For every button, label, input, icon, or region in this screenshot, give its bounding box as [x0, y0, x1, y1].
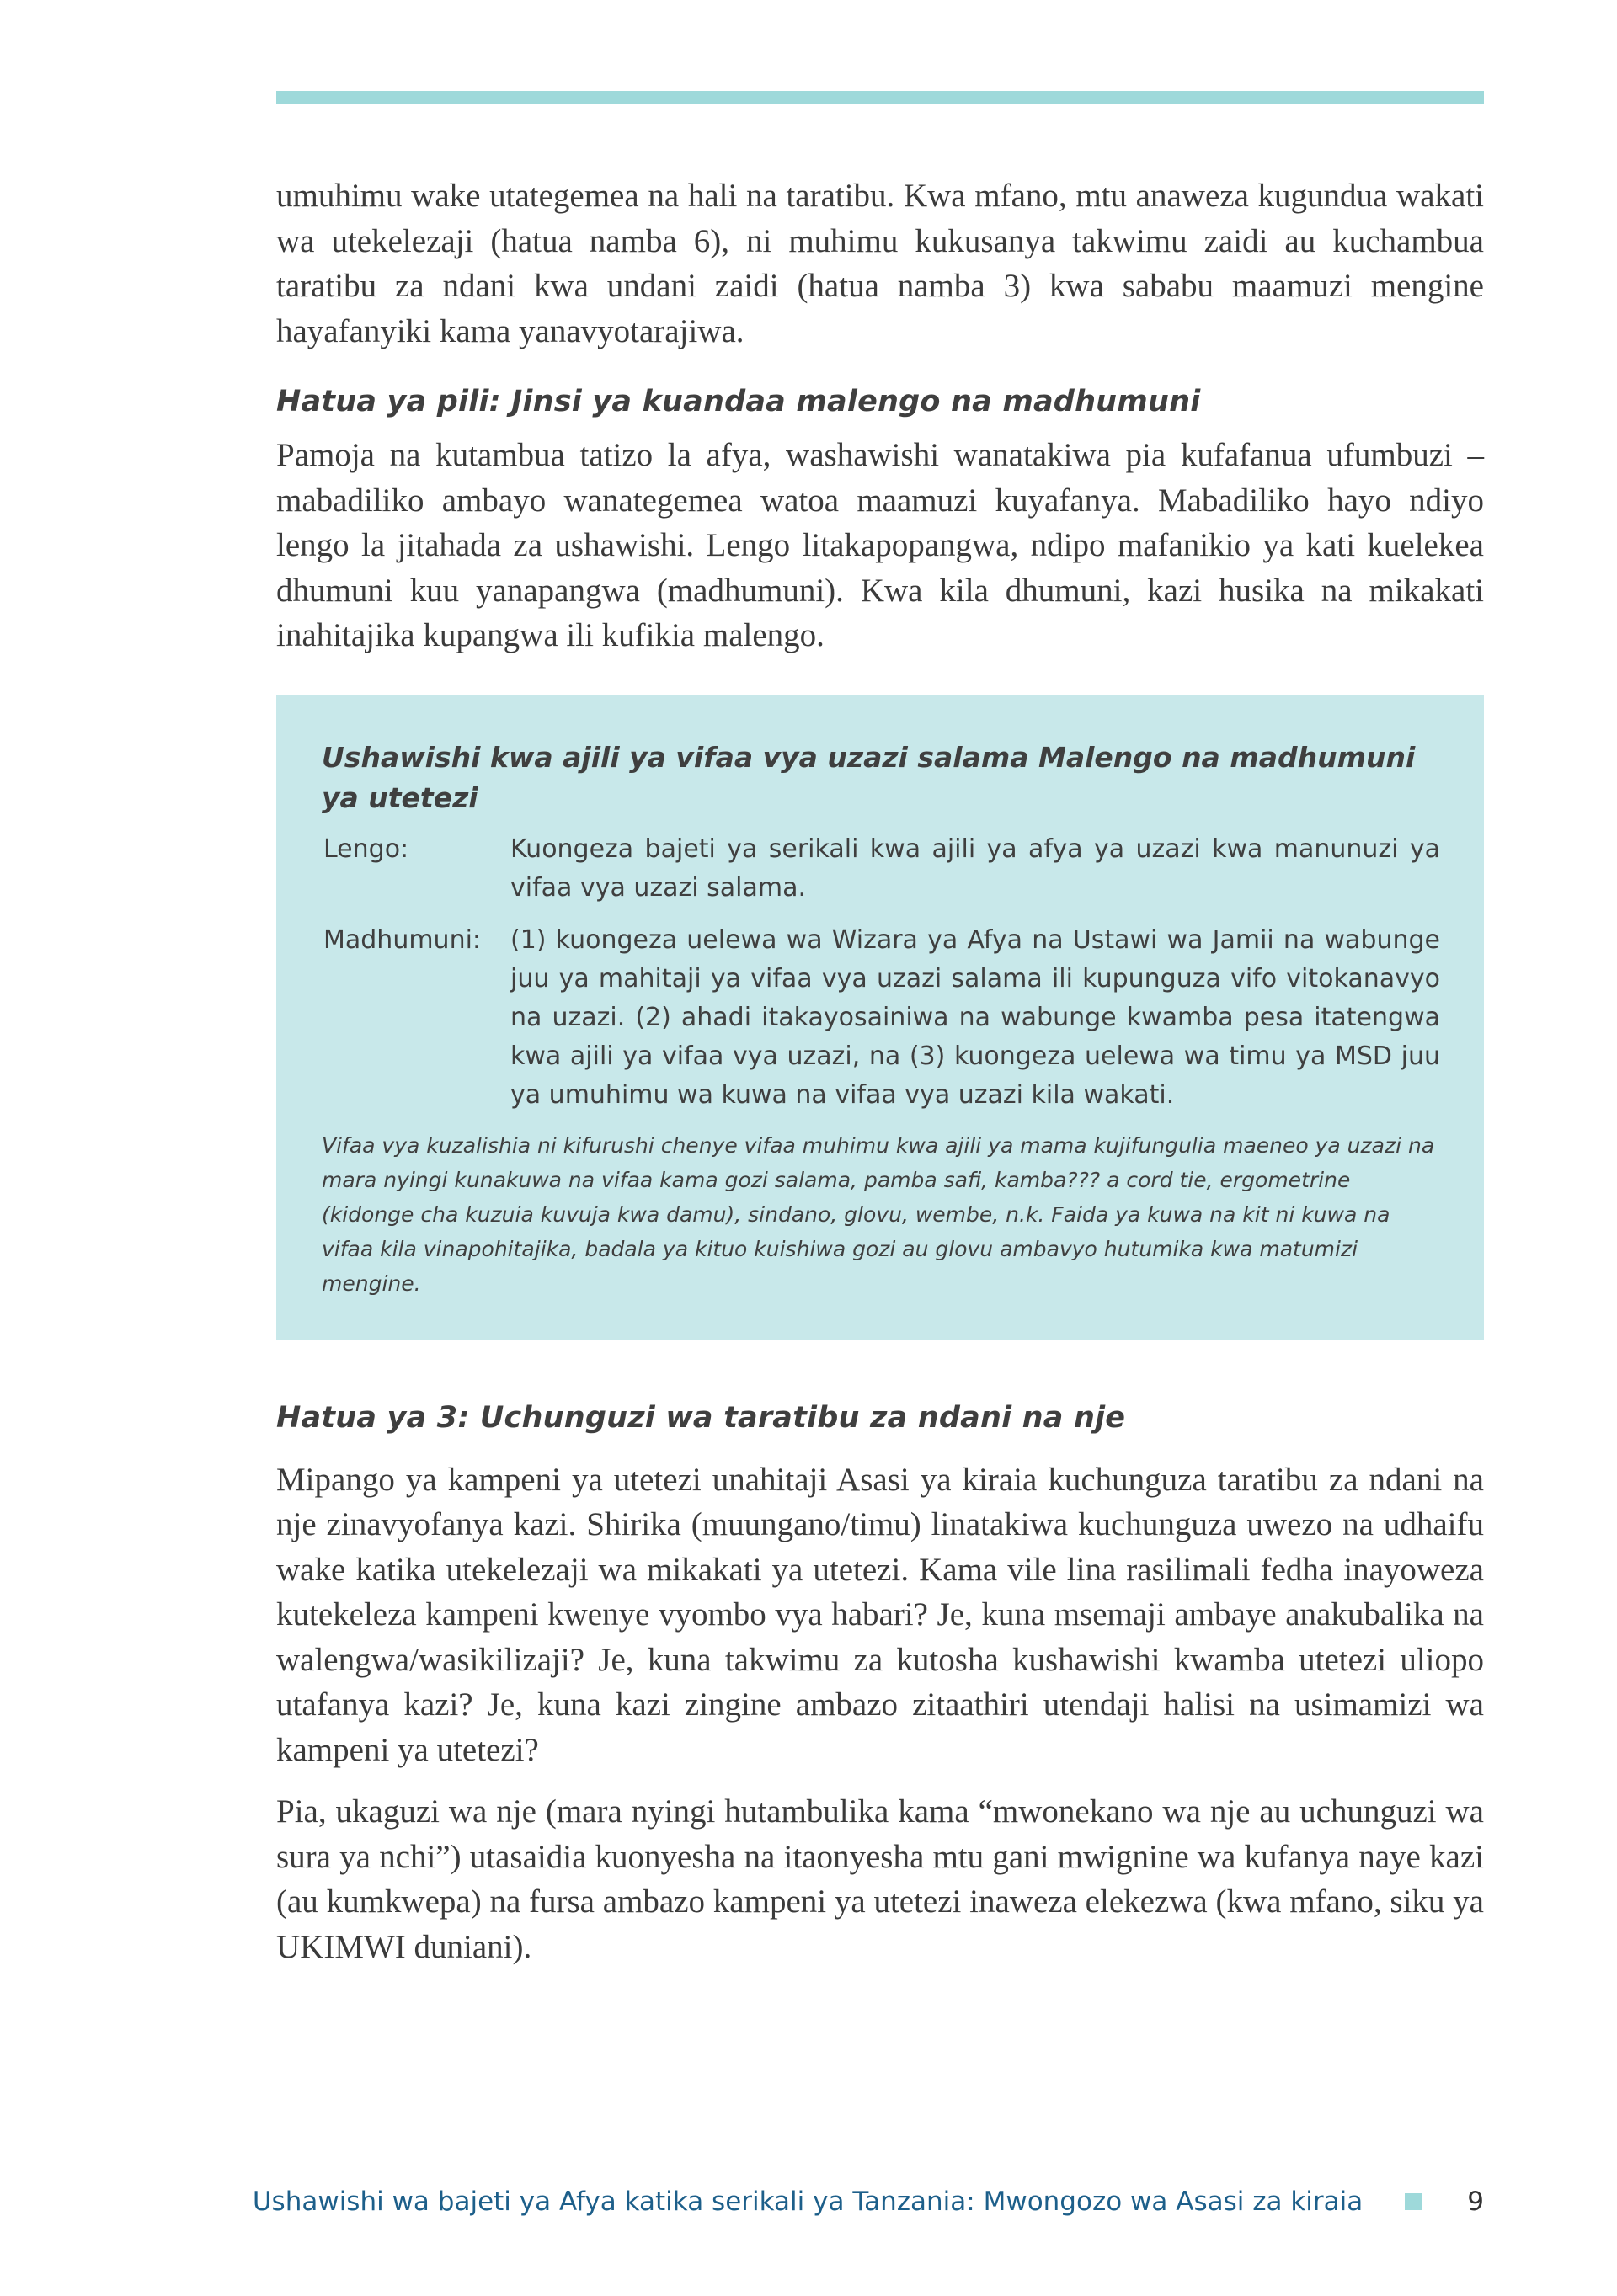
goal-row: [322, 830, 1440, 908]
page-number: 9: [1467, 2187, 1484, 2217]
footer-square-marker: [1405, 2193, 1422, 2210]
objectives-text: (1) kuongeza uelewa wa Wizara ya Afya na Ustawi wa Jamii na wabunge juu ya mahitaji ya vifaa vya uzazi salama ili kupunguza vifo vitokanavyo na uzazi. (2) ahadi itakayosainiwa na wabunge kwamba pesa itatengwa kwa ajili ya vifaa vya uzazi, na (3) kuongeza uelewa wa timu ya MSD juu ya umuhimu wa kuwa na vifaa vya uzazi kila wakati.: [510, 924, 1440, 1110]
callout-note: Vifaa vya kuzalishia ni kifurushi chenye vifaa muhimu kwa ajili ya mama kujifungulia maeneo ya uzazi na mara nyingi kunakuwa na vifaa kama gozi salama, pamba safi, kamba??? a cord tie, ergometrine (kidonge cha kuzuia kuvuja kwa damu), sindano, glovu, wembe, n.k. Faida ya kuwa na kit ni kuwa na vifaa kila vinapohitajika, badala ya kituo kuishiwa gozi au glovu ambavyo hutumika kwa matumizi mengine.: [322, 1132, 1435, 1296]
goal-label: Lengo:: [323, 834, 409, 864]
callout-box: [276, 695, 1484, 1340]
step3-paragraph-1: Mipango ya kampeni ya utetezi unahitaji Asasi ya kiraia kuchunguza taratibu za ndani na nje zinavyofanya kazi. Shirika (muungano/timu) linatakiwa kuchunguza uwezo na udhaifu wake katika utekelezaji wa mikakati ya utetezi. Kama vile lina rasilimali fedha inayoweza kutekeleza kampeni kwenye vyombo vya habari? Je, kuna msemaji ambaye anakubalika na walengwa/wasikilizaji? Je, kuna takwimu za kutosha kushawishi kwamba utetezi uliopo utafanya kazi? Je, kuna kazi zingine ambazo zitaathiri utendaji halisi na usimamizi wa kampeni ya utetezi?: [276, 1461, 1484, 1768]
step2-heading: Hatua ya pili: Jinsi ya kuandaa malengo na madhumuni: [276, 385, 1201, 418]
step3-heading: Hatua ya 3: Uchunguzi wa taratibu za ndani na nje: [276, 1400, 1126, 1435]
step3-paragraph-2: Pia, ukaguzi wa nje (mara nyingi hutambulika kama “mwonekano wa nje au uchunguzi wa sura ya nchi”) utasaidia kuonyesha na itaonyesha mtu gani mwignine wa kufanya naye kazi (au kumkwepa) na fursa ambazo kampeni ya utetezi inaweza elekezwa (kwa mfano, siku ya UKIMWI duniani).: [276, 1793, 1484, 1965]
objectives-label: Madhumuni:: [323, 924, 482, 955]
intro-paragraph: umuhimu wake utategemea na hali na taratibu. Kwa mfano, mtu anaweza kugundua wakati wa utekelezaji (hatua namba 6), ni muhimu kukusanya takwimu zaidi au kuchambua taratibu za ndani kwa undani zaidi (hatua namba 3) kwa sababu maamuzi mengine hayafanyiki kama yanavyotarajiwa.: [276, 178, 1484, 349]
page-content: [276, 173, 1484, 1969]
step2-paragraph: Pamoja na kutambua tatizo la afya, washawishi wanatakiwa pia kufafanua ufumbuzi – mabadiliko ambayo wanategemea watoa maamuzi kuyafanya. Mabadiliko hayo ndiyo lengo la jitahada za ushawishi. Lengo litakapopangwa, ndipo mafanikio ya kati kuelekea dhumuni kuu yanapangwa (madhumuni). Kwa kila dhumuni, kazi husika na mikakati inahitajika kupangwa ili kufikia malengo.: [276, 437, 1484, 653]
page-footer: [252, 2181, 1484, 2223]
objectives-row: [322, 921, 1440, 1115]
footer-title: Ushawishi wa bajeti ya Afya katika serikali ya Tanzania: Mwongozo wa Asasi za kiraia: [252, 2187, 1364, 2217]
callout-title: Ushawishi kwa ajili ya vifaa vya uzazi salama Malengo na madhumuni ya utetezi: [322, 740, 1416, 814]
goal-text: Kuongeza bajeti ya serikali kwa ajili ya afya ya uzazi kwa manunuzi ya vifaa vya uzazi salama.: [510, 834, 1440, 903]
top-accent-rule: [276, 91, 1484, 104]
